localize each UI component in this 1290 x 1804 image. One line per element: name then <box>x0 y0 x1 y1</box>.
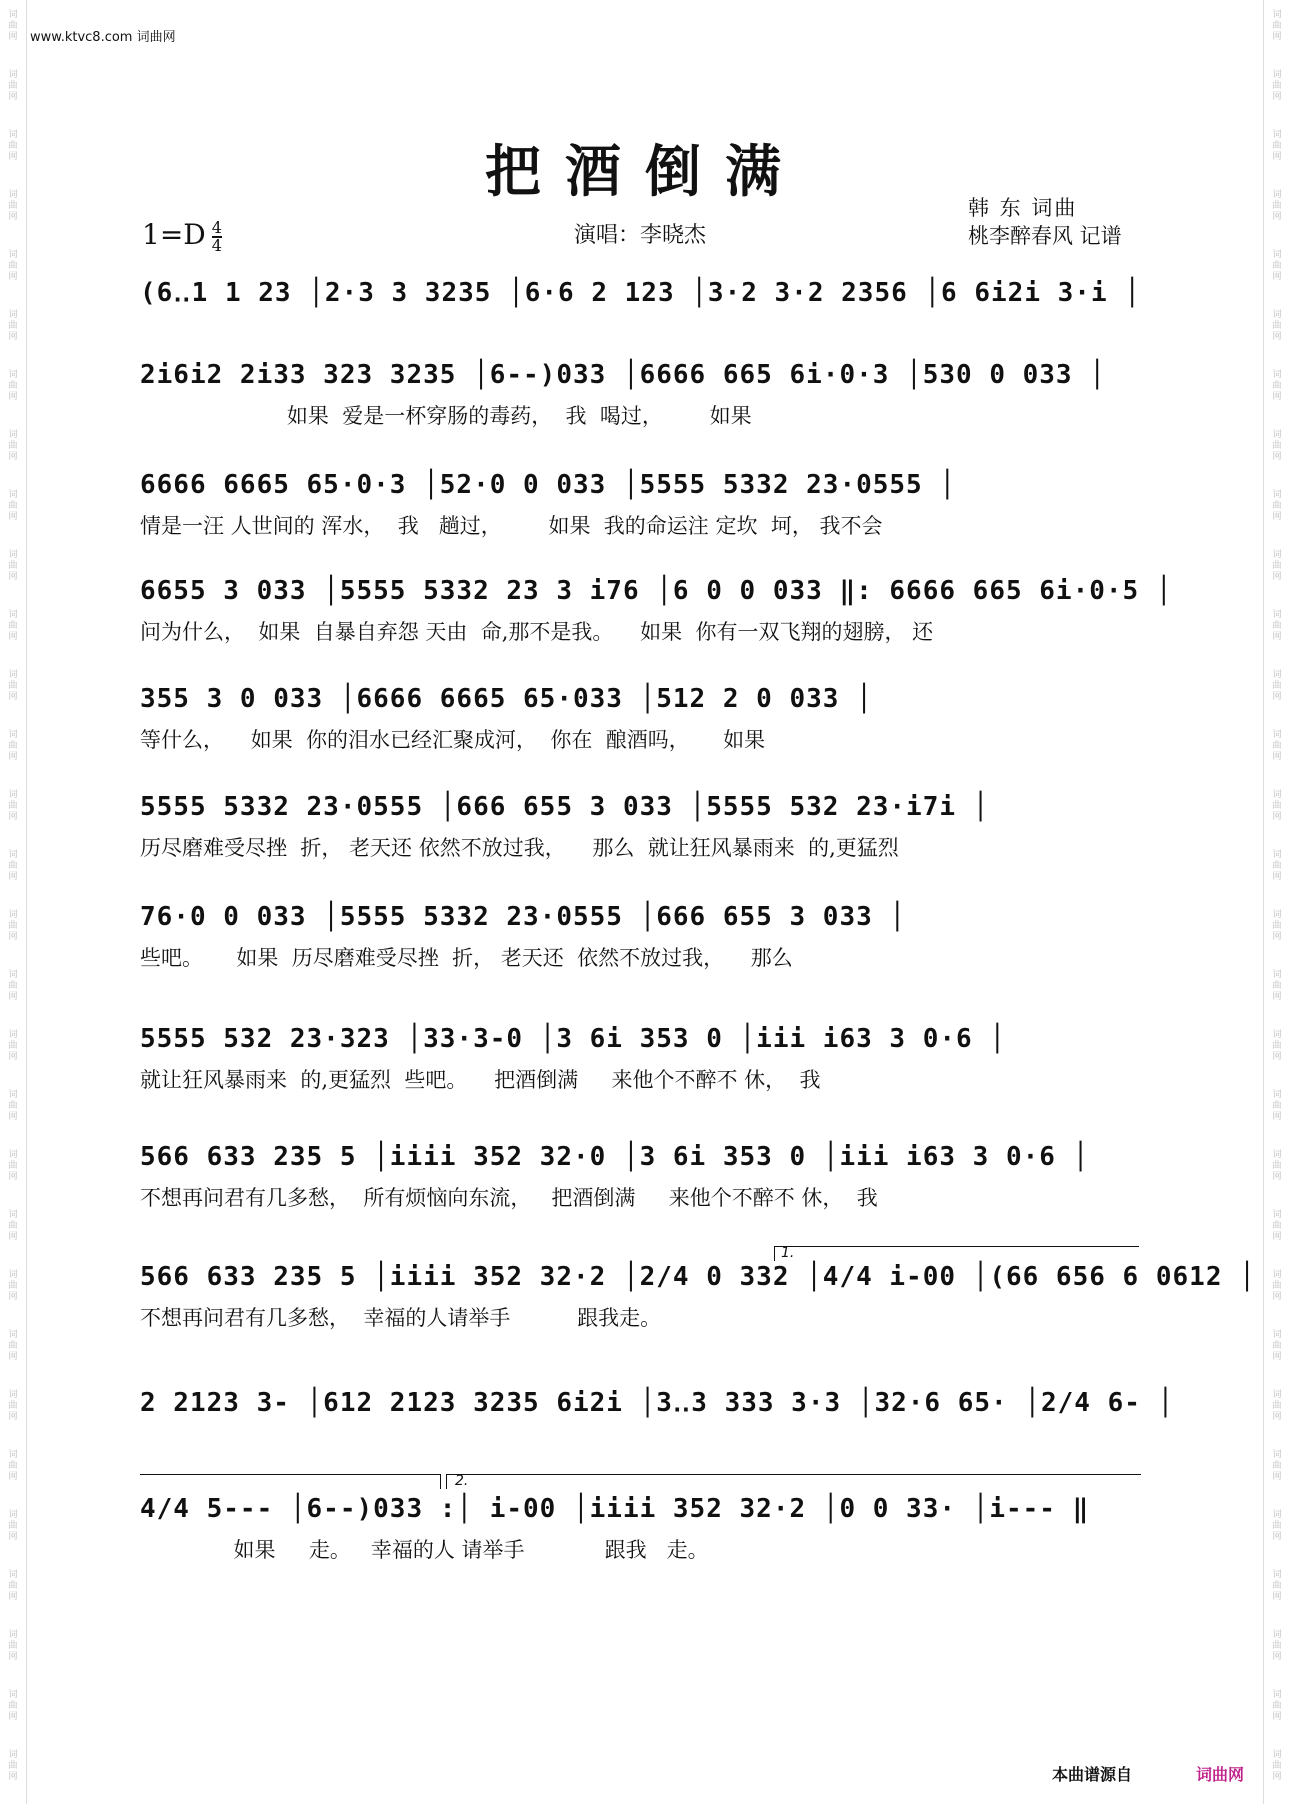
lyric-line: 问为什么， 如果 自暴自弃怨 天由 命,那不是我。 如果 你有一双飞翔的翅膀， 还 <box>140 620 934 644</box>
key-label: 1=D <box>142 218 206 251</box>
watermark-text: 词曲网 <box>1272 1510 1282 1542</box>
watermark-text: 词曲网 <box>1272 130 1282 162</box>
watermark-text: 词曲网 <box>8 1390 18 1422</box>
watermark-text: 词曲网 <box>8 1270 18 1302</box>
watermark-text: 词曲网 <box>8 850 18 882</box>
watermark-text: 词曲网 <box>1272 310 1282 342</box>
watermark-text: 词曲网 <box>1272 250 1282 282</box>
lyric-line: 情是一汪 人世间的 浑水， 我 趟过， 如果 我的命运注 定坎 坷， 我不会 <box>140 514 883 538</box>
watermark-text: 词曲网 <box>8 790 18 822</box>
watermark-text: 词曲网 <box>8 1090 18 1122</box>
key-signature <box>142 218 222 254</box>
watermark-text: 词曲网 <box>8 1690 18 1722</box>
watermark-text: 词曲网 <box>8 10 18 42</box>
watermark-text: 词曲网 <box>8 370 18 402</box>
watermark-text: 词曲网 <box>8 1750 18 1782</box>
first-ending-bracket <box>774 1246 1139 1261</box>
song-title: 把酒倒满 <box>485 139 805 205</box>
watermark-text: 词曲网 <box>1272 370 1282 402</box>
watermark-text: 词曲网 <box>1272 1210 1282 1242</box>
notation-line: 6666 6665 65·0·3 │52·0 0 033 │5555 5332 23·0555 │ <box>140 470 957 500</box>
watermark-text: 词曲网 <box>8 610 18 642</box>
singer-credit: 演唱：李晓杰 <box>574 223 707 248</box>
second-ending-bracket <box>446 1474 1141 1489</box>
footer-brand: 词曲网 <box>1196 1765 1245 1784</box>
watermark-text: 词曲网 <box>1272 1630 1282 1662</box>
watermark-text: 词曲网 <box>1272 1570 1282 1602</box>
watermark-text: 词曲网 <box>1272 1390 1282 1422</box>
watermark-text: 词曲网 <box>8 70 18 102</box>
watermark-text: 词曲网 <box>1272 10 1282 42</box>
watermark-text: 词曲网 <box>8 1030 18 1062</box>
notation-line: 566 633 235 5 │iiii 352 32·0 │3 6i 353 0 │iii i63 3 0·6 │ <box>140 1142 1090 1172</box>
lyricist-composer-credit: 韩 东 词曲 <box>968 196 1078 220</box>
notation-line: 2i6i2 2i33 323 3235 │6--)033 │6666 665 6i·0·3 │530 0 033 │ <box>140 360 1106 390</box>
watermark-text: 词曲网 <box>8 430 18 462</box>
notation-line: 5555 532 23·323 │33·3-0 │3 6i 353 0 │iii i63 3 0·6 │ <box>140 1024 1006 1054</box>
lyric-line: 就让狂风暴雨来 的,更猛烈 些吧。 把酒倒满 来他个不醉不 休， 我 <box>140 1068 821 1092</box>
first-ending-label: 1. <box>781 1245 795 1261</box>
watermark-text: 词曲网 <box>1272 430 1282 462</box>
notation-line: 76·0 0 033 │5555 5332 23·0555 │666 655 3 033 │ <box>140 902 907 932</box>
watermark-text: 词曲网 <box>8 310 18 342</box>
watermark-text: 词曲网 <box>1272 490 1282 522</box>
notation-line: 566 633 235 5 │iiii 352 32·2 │2/4 0 332 │4/4 i-00 │(66 656 6 0612 │ <box>140 1262 1256 1292</box>
watermark-text: 词曲网 <box>8 250 18 282</box>
lyric-line: 不想再问君有几多愁， 幸福的人请举手 跟我走。 <box>140 1306 662 1330</box>
watermark-text: 词曲网 <box>1272 550 1282 582</box>
watermark-text: 词曲网 <box>1272 850 1282 882</box>
watermark-text: 词曲网 <box>1272 970 1282 1002</box>
watermark-text: 词曲网 <box>1272 610 1282 642</box>
watermark-text: 词曲网 <box>1272 910 1282 942</box>
watermark-text: 词曲网 <box>8 730 18 762</box>
watermark-text: 词曲网 <box>8 970 18 1002</box>
notation-line: 355 3 0 033 │6666 6665 65·033 │512 2 0 033 │ <box>140 684 873 714</box>
watermark-text: 词曲网 <box>1272 670 1282 702</box>
watermark-text: 词曲网 <box>8 1510 18 1542</box>
watermark-text: 词曲网 <box>8 1330 18 1362</box>
lyric-line: 如果 走。 幸福的人 请举手 跟我 走。 <box>140 1538 709 1562</box>
lyric-line: 不想再问君有几多愁， 所有烦恼向东流， 把酒倒满 来他个不醉不 休， 我 <box>140 1186 878 1210</box>
watermark-text: 词曲网 <box>1272 1690 1282 1722</box>
notation-line: 2 2123 3- │612 2123 3235 6i2i │3‥3 333 3·3 │32·6 65· │2/4 6- │ <box>140 1388 1175 1418</box>
lyric-line: 如果 爱是一杯穿肠的毒药， 我 喝过， 如果 <box>140 404 752 428</box>
watermark-text: 词曲网 <box>8 550 18 582</box>
watermark-text: 词曲网 <box>1272 1750 1282 1782</box>
notation-line: 6655 3 033 │5555 5332 23 3 i76 │6 0 0 033 ‖: 6666 665 6i·0·5 │ <box>140 576 1173 606</box>
watermark-text: 词曲网 <box>1272 790 1282 822</box>
first-ending-continuation <box>140 1474 441 1489</box>
footer-source-label: 本曲谱源自 <box>1052 1765 1133 1784</box>
watermark-text: 词曲网 <box>8 910 18 942</box>
watermark-text: 词曲网 <box>8 1150 18 1182</box>
lyric-line: 历尽磨难受尽挫 折， 老天还 依然不放过我， 那么 就让狂风暴雨来 的,更猛烈 <box>140 836 899 860</box>
watermark-text: 词曲网 <box>8 130 18 162</box>
watermark-text: 词曲网 <box>1272 190 1282 222</box>
notation-line: 5555 5332 23·0555 │666 655 3 033 │5555 532 23·i7i │ <box>140 792 990 822</box>
watermark-text: 词曲网 <box>1272 730 1282 762</box>
watermark-text: 词曲网 <box>1272 1030 1282 1062</box>
watermark-text: 词曲网 <box>8 490 18 522</box>
time-signature: $\frac{4}{4}$ <box>211 217 222 255</box>
second-ending-label: 2. <box>455 1473 469 1489</box>
watermark-text: 词曲网 <box>8 190 18 222</box>
watermark-text: 词曲网 <box>1272 1270 1282 1302</box>
watermark-text: 词曲网 <box>1272 1450 1282 1482</box>
notation-line: 4/4 5--- │6--)033 :│ i-00 │iiii 352 32·2 │0 0 33· │i--- ‖ <box>140 1494 1090 1524</box>
watermark-text: 词曲网 <box>1272 1090 1282 1122</box>
lyric-line: 等什么， 如果 你的泪水已经汇聚成河， 你在 酿酒吗， 如果 <box>140 728 766 752</box>
watermark-text: 词曲网 <box>1272 1150 1282 1182</box>
watermark-text: 词曲网 <box>1272 70 1282 102</box>
watermark-text: 词曲网 <box>1272 1330 1282 1362</box>
watermark-text: 词曲网 <box>8 1450 18 1482</box>
watermark-text: 词曲网 <box>8 1630 18 1662</box>
watermark-text: 词曲网 <box>8 670 18 702</box>
lyric-line: 些吧。 如果 历尽磨难受尽挫 折， 老天还 依然不放过我， 那么 <box>140 946 793 970</box>
notation-line: (6‥1 1 23 │2·3 3 3235 │6·6 2 123 │3·2 3·2 2356 │6 6i2i 3·i │ <box>140 278 1141 308</box>
site-url: www.ktvc8.com 词曲网 <box>30 30 176 45</box>
watermark-text: 词曲网 <box>8 1570 18 1602</box>
watermark-text: 词曲网 <box>8 1210 18 1242</box>
transcriber-credit: 桃李醉春风 记谱 <box>968 224 1122 248</box>
